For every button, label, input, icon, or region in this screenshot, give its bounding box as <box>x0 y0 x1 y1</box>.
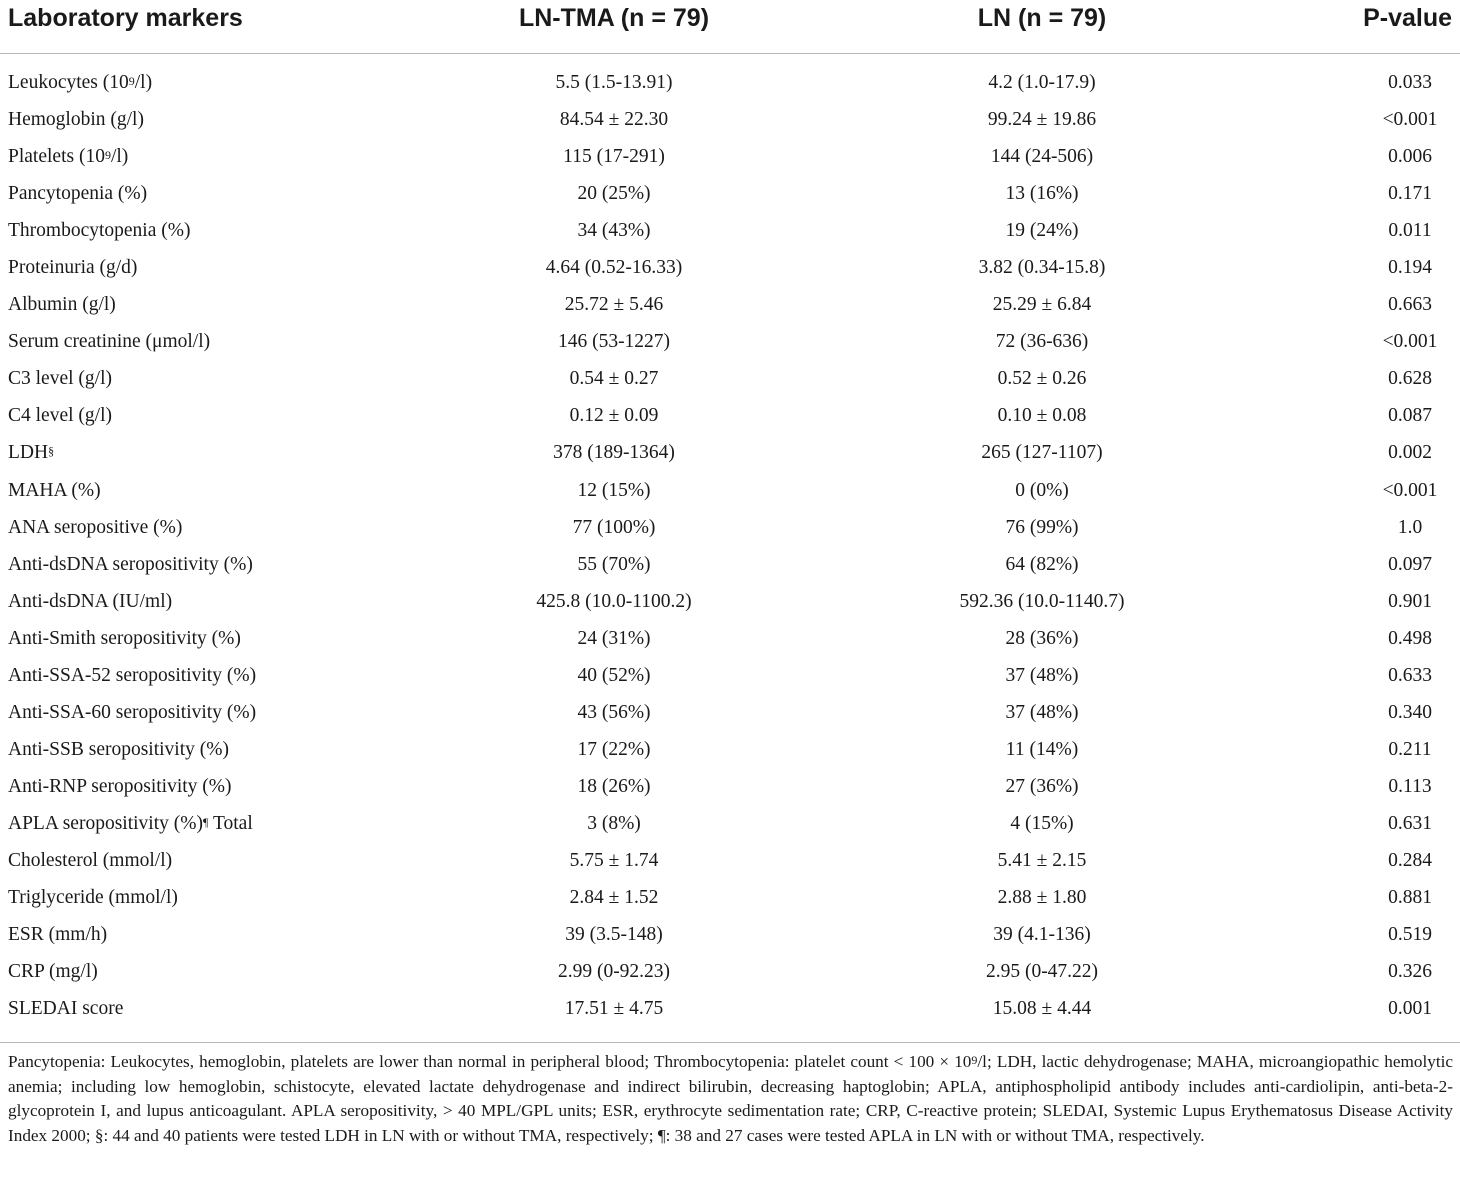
cell-p-value: 0.113 <box>1388 775 1432 797</box>
table-row <box>0 139 1460 176</box>
cell-ln-tma: 425.8 (10.0-1100.2) <box>536 590 692 612</box>
footnote-part1: Pancytopenia: Leukocytes, hemoglobin, platelets are lower than normal in peripheral blood; Thrombocytopenia: platelet count < 100 × 10 <box>8 1052 972 1071</box>
marker-label: ANA seropositive (%) <box>8 516 183 538</box>
cell-marker <box>8 442 54 464</box>
cell-ln: 0.52 ± 0.26 <box>997 368 1087 390</box>
cell-ln-tma: 55 (70%) <box>577 553 651 575</box>
cell-p-value: 0.171 <box>1388 183 1432 205</box>
cell-p-value: <0.001 <box>1382 479 1438 501</box>
table-row <box>0 473 1460 510</box>
marker-superscript: ¶ <box>203 814 209 829</box>
header-ln-tma: LN-TMA (n = 79) <box>518 4 710 32</box>
marker-label: CRP (mg/l) <box>8 961 98 983</box>
cell-p-value: 0.633 <box>1388 664 1432 686</box>
cell-p-value: 0.519 <box>1388 924 1432 946</box>
footnote-sup: 9 <box>971 1053 978 1067</box>
table-row <box>0 954 1460 991</box>
marker-superscript: § <box>48 444 55 459</box>
cell-ln: 72 (36-636) <box>995 331 1089 353</box>
cell-ln: 4.2 (1.0-17.9) <box>988 72 1096 93</box>
cell-ln-tma: 5.75 ± 1.74 <box>569 849 659 871</box>
cell-marker <box>8 183 147 205</box>
cell-marker <box>8 220 190 242</box>
marker-label: Thrombocytopenia (%) <box>8 220 191 242</box>
header-laboratory-markers: Laboratory markers <box>8 4 243 32</box>
cell-p-value: <0.001 <box>1382 109 1438 131</box>
cell-marker <box>8 109 144 131</box>
table-row <box>0 176 1460 213</box>
cell-p-value: 0.663 <box>1388 294 1432 316</box>
cell-ln: 144 (24-506) <box>990 146 1094 168</box>
cell-marker <box>8 702 256 724</box>
cell-ln: 28 (36%) <box>1005 627 1079 649</box>
cell-ln: 25.29 ± 6.84 <box>992 294 1092 316</box>
marker-label: APLA seropositivity (%) <box>8 812 203 834</box>
cell-marker <box>8 72 152 94</box>
cell-p-value: 0.631 <box>1388 812 1432 834</box>
cell-marker <box>8 998 123 1020</box>
cell-marker <box>8 480 101 502</box>
marker-label: C4 level (g/l) <box>8 405 112 427</box>
cell-ln: 39 (4.1-136) <box>993 924 1091 946</box>
cell-ln: 64 (82%) <box>1005 553 1079 575</box>
table-row <box>0 769 1460 806</box>
cell-ln-tma: 77 (100%) <box>572 516 656 538</box>
cell-p-value: 0.001 <box>1388 998 1432 1020</box>
cell-ln: 76 (99%) <box>1005 516 1079 538</box>
cell-ln: 0 (0%) <box>1015 479 1069 501</box>
table-row <box>0 732 1460 769</box>
cell-marker <box>8 591 172 613</box>
table-row <box>0 880 1460 917</box>
cell-ln-tma: 24 (31%) <box>577 627 651 649</box>
cell-ln-tma: 25.72 ± 5.46 <box>564 294 664 316</box>
cell-ln-tma: 18 (26%) <box>577 775 651 797</box>
cell-ln-tma: 34 (43%) <box>577 220 651 242</box>
cell-ln-tma: 2.99 (0-92.23) <box>557 961 671 983</box>
cell-ln-tma: 43 (56%) <box>577 701 651 723</box>
cell-ln: 37 (48%) <box>1005 664 1079 686</box>
table-row <box>0 435 1460 472</box>
cell-p-value: 0.002 <box>1388 442 1432 464</box>
cell-p-value: 0.033 <box>1388 72 1432 93</box>
cell-ln: 4 (15%) <box>1010 812 1074 834</box>
cell-ln: 15.08 ± 4.44 <box>992 998 1092 1020</box>
table-bottom-divider <box>0 1042 1460 1043</box>
table-row <box>0 324 1460 361</box>
cell-marker <box>8 924 107 946</box>
footnote-part2: /l; LDH, lactic dehydrogenase; MAHA, microangiopathic hemolytic anemia; including low hemoglobin, schistocyte, elevated lactate dehydrogenase and indirect bilirubin, decreasing haptoglobin; APLA, antiphospholipid antibody includes anti-cardiolipin, anti-beta-2-glycoprotein I, and lupus anticoagulant. APLA seropositivity, > 40 MPL/GPL units; ESR, erythrocyte sedimentation rate; CRP, C-reactive protein; SLEDAI, Systemic Lupus Erythematosus Disease Activity Index 2000; §: 44 and 40 patients were tested LDH in LN with or without TMA, respectively; ¶: 38 and 27 cases were tested APLA in LN with or without TMA, respectively. <box>8 1052 1453 1145</box>
cell-marker <box>8 961 98 983</box>
cell-marker <box>8 368 112 390</box>
cell-ln: 99.24 ± 19.86 <box>987 109 1097 131</box>
marker-label: Anti-dsDNA (IU/ml) <box>8 590 173 612</box>
cell-ln-tma: 115 (17-291) <box>563 146 665 168</box>
cell-marker <box>8 517 182 539</box>
table-row <box>0 584 1460 621</box>
table-row <box>0 991 1460 1028</box>
cell-ln: 2.88 ± 1.80 <box>997 887 1087 909</box>
table-header <box>0 0 1460 40</box>
cell-ln-tma: 378 (189-1364) <box>553 442 675 464</box>
table-row <box>0 361 1460 398</box>
table-row <box>0 806 1460 843</box>
cell-ln-tma: 17 (22%) <box>577 738 651 760</box>
cell-p-value: 0.340 <box>1388 701 1432 723</box>
marker-label: MAHA (%) <box>8 479 101 501</box>
cell-marker <box>8 850 172 872</box>
marker-superscript: 9 <box>104 148 111 163</box>
marker-label: Albumin (g/l) <box>8 294 116 316</box>
marker-label: Leukocytes (10 <box>8 72 129 93</box>
cell-p-value: 0.881 <box>1388 887 1432 909</box>
cell-ln-tma: 17.51 ± 4.75 <box>564 998 664 1020</box>
table-row <box>0 621 1460 658</box>
cell-ln: 0.10 ± 0.08 <box>997 405 1087 427</box>
marker-label: Anti-SSB seropositivity (%) <box>8 738 230 760</box>
table-row <box>0 917 1460 954</box>
marker-label: Anti-dsDNA seropositivity (%) <box>8 553 253 575</box>
marker-label: Anti-RNP seropositivity (%) <box>8 775 232 797</box>
cell-p-value: 0.901 <box>1388 590 1432 612</box>
cell-p-value: 0.194 <box>1388 257 1432 279</box>
cell-ln-tma: 39 (3.5-148) <box>565 924 663 946</box>
marker-label: Anti-SSA-52 seropositivity (%) <box>8 664 257 686</box>
header-p-value: P-value <box>1363 4 1452 32</box>
cell-ln: 19 (24%) <box>1005 220 1079 242</box>
table-row <box>0 102 1460 139</box>
cell-p-value: 0.498 <box>1388 627 1432 649</box>
cell-ln-tma: 0.12 ± 0.09 <box>569 405 659 427</box>
cell-ln: 5.41 ± 2.15 <box>997 849 1087 871</box>
table-body <box>0 65 1460 1028</box>
table-row <box>0 250 1460 287</box>
cell-ln-tma: 5.5 (1.5-13.91) <box>555 72 673 93</box>
cell-ln: 3.82 (0.34-15.8) <box>978 257 1106 279</box>
marker-label: LDH <box>8 442 49 464</box>
cell-ln-tma: 2.84 ± 1.52 <box>569 887 659 909</box>
cell-ln-tma: 84.54 ± 22.30 <box>559 109 669 131</box>
marker-superscript: 9 <box>128 74 135 88</box>
cell-ln-tma: 20 (25%) <box>577 183 651 205</box>
marker-label: Serum creatinine (μmol/l) <box>8 331 211 353</box>
cell-ln: 11 (14%) <box>1005 738 1079 760</box>
cell-ln: 37 (48%) <box>1005 701 1079 723</box>
cell-marker <box>8 776 232 798</box>
marker-label-tail: Total <box>208 812 253 834</box>
table-row <box>0 213 1460 250</box>
cell-ln: 13 (16%) <box>1005 183 1079 205</box>
table-row <box>0 287 1460 324</box>
marker-label: Proteinuria (g/d) <box>8 257 138 279</box>
marker-label: Cholesterol (mmol/l) <box>8 849 173 871</box>
cell-p-value: 0.011 <box>1388 220 1432 242</box>
cell-ln-tma: 4.64 (0.52-16.33) <box>545 257 683 279</box>
cell-marker <box>8 405 112 427</box>
cell-ln-tma: 146 (53-1227) <box>557 331 671 353</box>
cell-marker <box>8 554 253 576</box>
cell-p-value: 0.006 <box>1388 146 1432 168</box>
cell-ln: 265 (127-1107) <box>981 442 1103 464</box>
cell-p-value: 1.0 <box>1397 516 1423 538</box>
cell-ln-tma: 40 (52%) <box>577 664 651 686</box>
marker-label: C3 level (g/l) <box>8 368 112 390</box>
marker-label: SLEDAI score <box>8 998 124 1020</box>
cell-marker <box>8 146 128 168</box>
cell-marker <box>8 887 178 909</box>
table-footnote <box>8 1050 1453 1148</box>
table-row <box>0 695 1460 732</box>
cell-ln-tma: 12 (15%) <box>577 479 651 501</box>
table-row <box>0 398 1460 435</box>
table-row <box>0 658 1460 695</box>
cell-ln: 2.95 (0-47.22) <box>985 961 1099 983</box>
cell-p-value: 0.284 <box>1388 849 1432 871</box>
cell-marker <box>8 331 210 353</box>
cell-ln: 592.36 (10.0-1140.7) <box>959 590 1125 612</box>
header-divider <box>0 53 1460 54</box>
marker-label: Anti-Smith seropositivity (%) <box>8 627 241 649</box>
cell-ln-tma: 3 (8%) <box>587 812 641 834</box>
marker-label: Platelets (10 <box>8 146 105 168</box>
cell-marker <box>8 257 137 279</box>
marker-label: ESR (mm/h) <box>8 924 108 946</box>
cell-p-value: 0.628 <box>1388 368 1432 390</box>
table-row <box>0 843 1460 880</box>
cell-p-value: <0.001 <box>1382 331 1438 353</box>
cell-p-value: 0.211 <box>1388 738 1432 760</box>
marker-label-tail: /l) <box>134 72 153 93</box>
marker-label-tail: /l) <box>110 146 129 168</box>
table-row <box>0 547 1460 584</box>
marker-label: Anti-SSA-60 seropositivity (%) <box>8 701 257 723</box>
cell-p-value: 0.097 <box>1388 553 1432 575</box>
cell-p-value: 0.087 <box>1388 405 1432 427</box>
marker-label: Hemoglobin (g/l) <box>8 109 144 131</box>
cell-p-value: 0.326 <box>1388 961 1432 983</box>
cell-marker <box>8 739 229 761</box>
cell-ln-tma: 0.54 ± 0.27 <box>569 368 659 390</box>
cell-marker <box>8 294 116 316</box>
cell-marker <box>8 665 256 687</box>
marker-label: Pancytopenia (%) <box>8 183 148 205</box>
cell-marker <box>8 628 241 650</box>
table-row <box>0 510 1460 547</box>
marker-label: Triglyceride (mmol/l) <box>8 887 178 909</box>
cell-ln: 27 (36%) <box>1005 775 1079 797</box>
cell-marker <box>8 813 253 835</box>
header-ln: LN (n = 79) <box>977 4 1107 32</box>
table-row <box>0 65 1460 102</box>
